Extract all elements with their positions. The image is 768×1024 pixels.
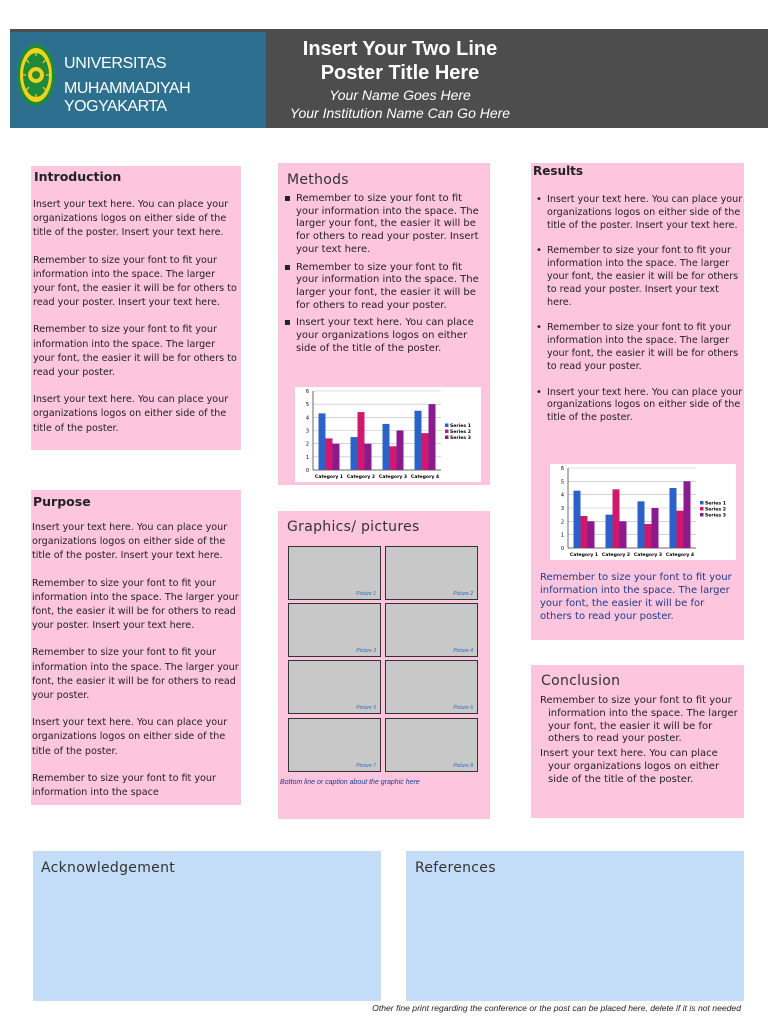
conclusion-panel: [531, 665, 744, 818]
picture-label: Picture 1: [356, 591, 376, 597]
methods-chart-svg: [295, 387, 481, 482]
picture-placeholder: [288, 660, 381, 714]
results-bullet: • Remember to size your font to fit your information into the space. The larger your font, the easier it will be for others to read your poster.: [533, 322, 743, 373]
legend-swatch: [700, 507, 704, 511]
methods-bullet-list: [282, 193, 486, 355]
legend-label: Series 3: [450, 436, 471, 441]
picture-placeholder: [385, 603, 478, 657]
chart-bar: [645, 524, 652, 548]
logo-text-line-1: UNIVERSITAS: [64, 55, 167, 72]
chart-bar: [383, 424, 390, 470]
chart-bar: [415, 411, 422, 470]
methods-heading: Methods: [287, 172, 349, 188]
y-tick-label: 6: [305, 389, 309, 395]
institution-name: Your Institution Name Can Go Here: [289, 105, 511, 121]
picture-label: Picture 8: [453, 763, 473, 769]
x-tick-label: Category 1: [569, 553, 599, 558]
results-panel: [531, 163, 744, 640]
legend-label: Series 1: [705, 501, 726, 507]
purpose-body: [32, 521, 239, 805]
y-tick-label: 5: [560, 479, 564, 486]
purpose-paragraph: Insert your text here. You can place your organizations logos on either side of the title of the poster.: [32, 717, 228, 757]
legend-label: Series 2: [450, 430, 471, 435]
picture-placeholder: [385, 546, 478, 600]
picture-placeholder: [288, 546, 381, 600]
results-note: Remember to size your font to fit your information into the space. The larger your font, the easier it will be for others to read your poster.: [540, 572, 732, 622]
picture-label: Picture 3: [356, 648, 376, 654]
legend-swatch: [445, 436, 449, 440]
chart-bar: [365, 444, 372, 470]
y-tick-label: 6: [560, 466, 564, 472]
legend-swatch: [700, 513, 704, 517]
results-chart-svg: [550, 464, 736, 560]
chart-bar: [397, 431, 404, 471]
purpose-paragraph: Remember to size your font to fit your information into the space. The larger your font, the easier it will be for others to read your poster.: [32, 647, 239, 702]
university-logo: [10, 32, 266, 128]
graphics-panel: [278, 511, 490, 819]
chart-bar: [638, 501, 645, 548]
introduction-paragraph: Insert your text here. You can place your organizations logos on either side of the title of the poster.: [33, 394, 229, 434]
chart-bar: [588, 521, 595, 548]
picture-label: Picture 2: [453, 591, 473, 597]
chart-bar: [652, 508, 659, 548]
conclusion-paragraph: Remember to size your font to fit your information into the space. The larger your font, the easier it will be for others to read your poster.: [540, 695, 738, 745]
graphics-heading: Graphics/ pictures: [287, 519, 420, 535]
methods-bar-chart: [295, 387, 481, 482]
author-name: Your Name Goes Here: [329, 87, 471, 103]
chart-bar: [581, 516, 588, 548]
picture-placeholder: [288, 603, 381, 657]
results-bullet-list: [533, 194, 743, 425]
legend-swatch: [700, 501, 704, 505]
legend-swatch: [445, 424, 449, 428]
chart-bar: [390, 446, 397, 470]
acknowledgement-heading: Acknowledgement: [41, 860, 176, 876]
legend-swatch: [445, 430, 449, 434]
y-tick-label: 3: [560, 506, 564, 512]
results-heading: Results: [533, 164, 584, 178]
picture-placeholder: [385, 660, 478, 714]
references-panel: [406, 851, 744, 1001]
picture-label: Picture 4: [453, 648, 473, 654]
x-tick-label: Category 3: [378, 475, 408, 480]
introduction-paragraph: Insert your text here. You can place your organizations logos on either side of the title of the poster. Insert your text here.: [33, 199, 229, 239]
introduction-heading: Introduction: [34, 169, 122, 184]
x-tick-label: Category 4: [410, 475, 440, 480]
chart-bar: [574, 491, 581, 548]
purpose-paragraph: Remember to size your font to fit your information into the space. The larger your font, the easier it will be for others to read your poster. Insert your text here.: [32, 577, 239, 632]
acknowledgement-panel: [33, 851, 381, 1001]
legend-label: Series 2: [705, 507, 726, 513]
introduction-paragraph: Remember to size your font to fit your information into the space. The larger your font, the easier it will be for others to read your poster.: [33, 324, 237, 379]
poster-title-line-1: Insert Your Two Line: [302, 38, 498, 60]
conclusion-heading: Conclusion: [541, 673, 621, 689]
methods-bullet: ▪ Insert your text here. You can place your organizations logos on either side of the title of the poster.: [282, 317, 486, 355]
chart-bar: [613, 489, 620, 548]
y-tick-label: 1: [305, 454, 309, 461]
y-tick-label: 2: [560, 519, 564, 526]
results-bullet: • Insert your text here. You can place your organizations logos on either side of the title of the poster.: [533, 387, 743, 425]
y-tick-label: 0: [305, 468, 309, 474]
picture-label: Picture 7: [356, 763, 376, 769]
purpose-heading: Purpose: [33, 494, 91, 509]
picture-label: Picture 5: [356, 705, 376, 711]
y-tick-label: 0: [560, 546, 564, 552]
university-seal-icon: [16, 42, 56, 108]
legend-label: Series 1: [450, 424, 471, 429]
chart-bar: [606, 515, 613, 548]
results-bullet: • Remember to size your font to fit your information into the space. The larger your font, the easier it will be for others to read your poster. Insert your text here.: [533, 245, 743, 309]
picture-placeholder: [288, 718, 381, 772]
chart-bar: [422, 433, 429, 470]
y-tick-label: 3: [305, 428, 309, 435]
x-tick-label: Category 2: [346, 475, 376, 480]
y-tick-label: 5: [305, 402, 309, 409]
purpose-paragraph: Remember to size your font to fit your information into the space: [32, 772, 216, 799]
conclusion-body: [540, 695, 740, 787]
introduction-paragraph: Remember to size your font to fit your information into the space. The larger your font, the easier it will be for others to read your poster. Insert your text here.: [33, 254, 237, 309]
purpose-paragraph: Insert your text here. You can place your organizations logos on either side of the title of the poster. Insert your text here.: [32, 522, 228, 562]
x-tick-label: Category 2: [601, 553, 631, 558]
x-tick-label: Category 1: [314, 475, 344, 480]
conclusion-paragraph: Insert your text here. You can place your organizations logos on either side of the title of the poster.: [540, 748, 720, 785]
methods-bullet: ▪ Remember to size your font to fit your information into the space. The larger your font, the easier it will be for others to read your poster.: [282, 262, 486, 313]
chart-bar: [620, 521, 627, 548]
legend-label: Series 3: [705, 513, 726, 519]
results-bar-chart: [550, 464, 736, 560]
chart-bar: [326, 438, 333, 470]
purpose-panel: [31, 490, 241, 805]
introduction-body: [33, 198, 239, 449]
y-tick-label: 1: [560, 532, 564, 539]
y-tick-label: 4: [560, 492, 564, 499]
chart-bar: [358, 412, 365, 470]
chart-bar: [429, 404, 436, 470]
chart-bar: [677, 511, 684, 548]
poster-title-line-2: Poster Title Here: [320, 62, 480, 84]
chart-bar: [333, 444, 340, 470]
x-tick-label: Category 3: [633, 553, 663, 558]
chart-bar: [351, 437, 358, 470]
introduction-panel: [31, 166, 241, 450]
results-bullet: • Insert your text here. You can place your organizations logos on either side of the title of the poster. Insert your text here.: [533, 194, 743, 232]
references-heading: References: [415, 860, 496, 876]
chart-bar: [319, 413, 326, 470]
picture-label: Picture 6: [453, 705, 473, 711]
y-tick-label: 2: [305, 441, 309, 448]
picture-placeholder: [385, 718, 478, 772]
chart-bar: [684, 481, 691, 548]
x-tick-label: Category 4: [665, 553, 695, 558]
graphics-caption: Bottom line or caption about the graphic here: [280, 779, 420, 786]
methods-panel: [278, 163, 490, 485]
logo-text-line-2: MUHAMMADIYAH YOGYAKARTA: [64, 80, 191, 115]
chart-bar: [670, 488, 677, 548]
methods-bullet: ▪ Remember to size your font to fit your information into the space. The larger your font, the easier it will be for others to read your poster. Insert your text here.: [282, 193, 486, 257]
fine-print: Other fine print regarding the conference or the post can be placed here, delete if it is not needed: [372, 1003, 741, 1013]
y-tick-label: 4: [305, 415, 309, 422]
